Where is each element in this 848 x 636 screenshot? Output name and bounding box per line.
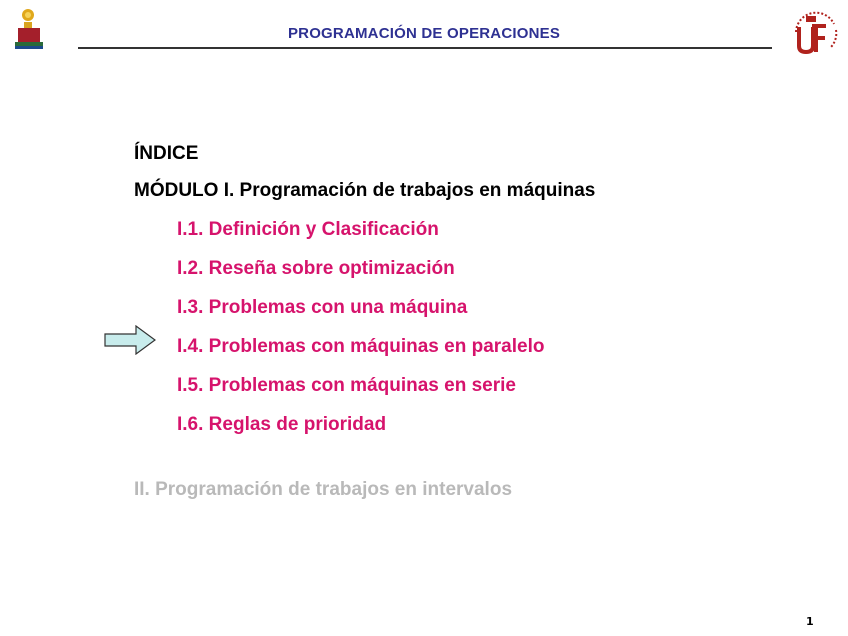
index-item-3[interactable]: I.3. Problemas con una máquina: [177, 297, 468, 318]
page-number: 1: [806, 615, 814, 628]
university-seal-icon: [786, 2, 844, 60]
index-item-1[interactable]: I.1. Definición y Clasificación: [177, 219, 439, 240]
module1-title: MÓDULO I. Programación de trabajos en máquinas: [134, 180, 596, 201]
index-item-6[interactable]: I.6. Reglas de prioridad: [177, 414, 387, 435]
module2-title[interactable]: II. Programación de trabajos en intervalos: [134, 479, 513, 500]
header-divider: [78, 47, 772, 49]
current-item-arrow-icon: [104, 325, 156, 355]
index-item-4[interactable]: I.4. Problemas con máquinas en paralelo: [177, 336, 545, 357]
index-item-5[interactable]: I.5. Problemas con máquinas en serie: [177, 375, 516, 396]
index-item-2[interactable]: I.2. Reseña sobre optimización: [177, 258, 455, 279]
index-heading: ÍNDICE: [134, 143, 199, 164]
header-title: PROGRAMACIÓN DE OPERACIONES: [287, 25, 561, 42]
